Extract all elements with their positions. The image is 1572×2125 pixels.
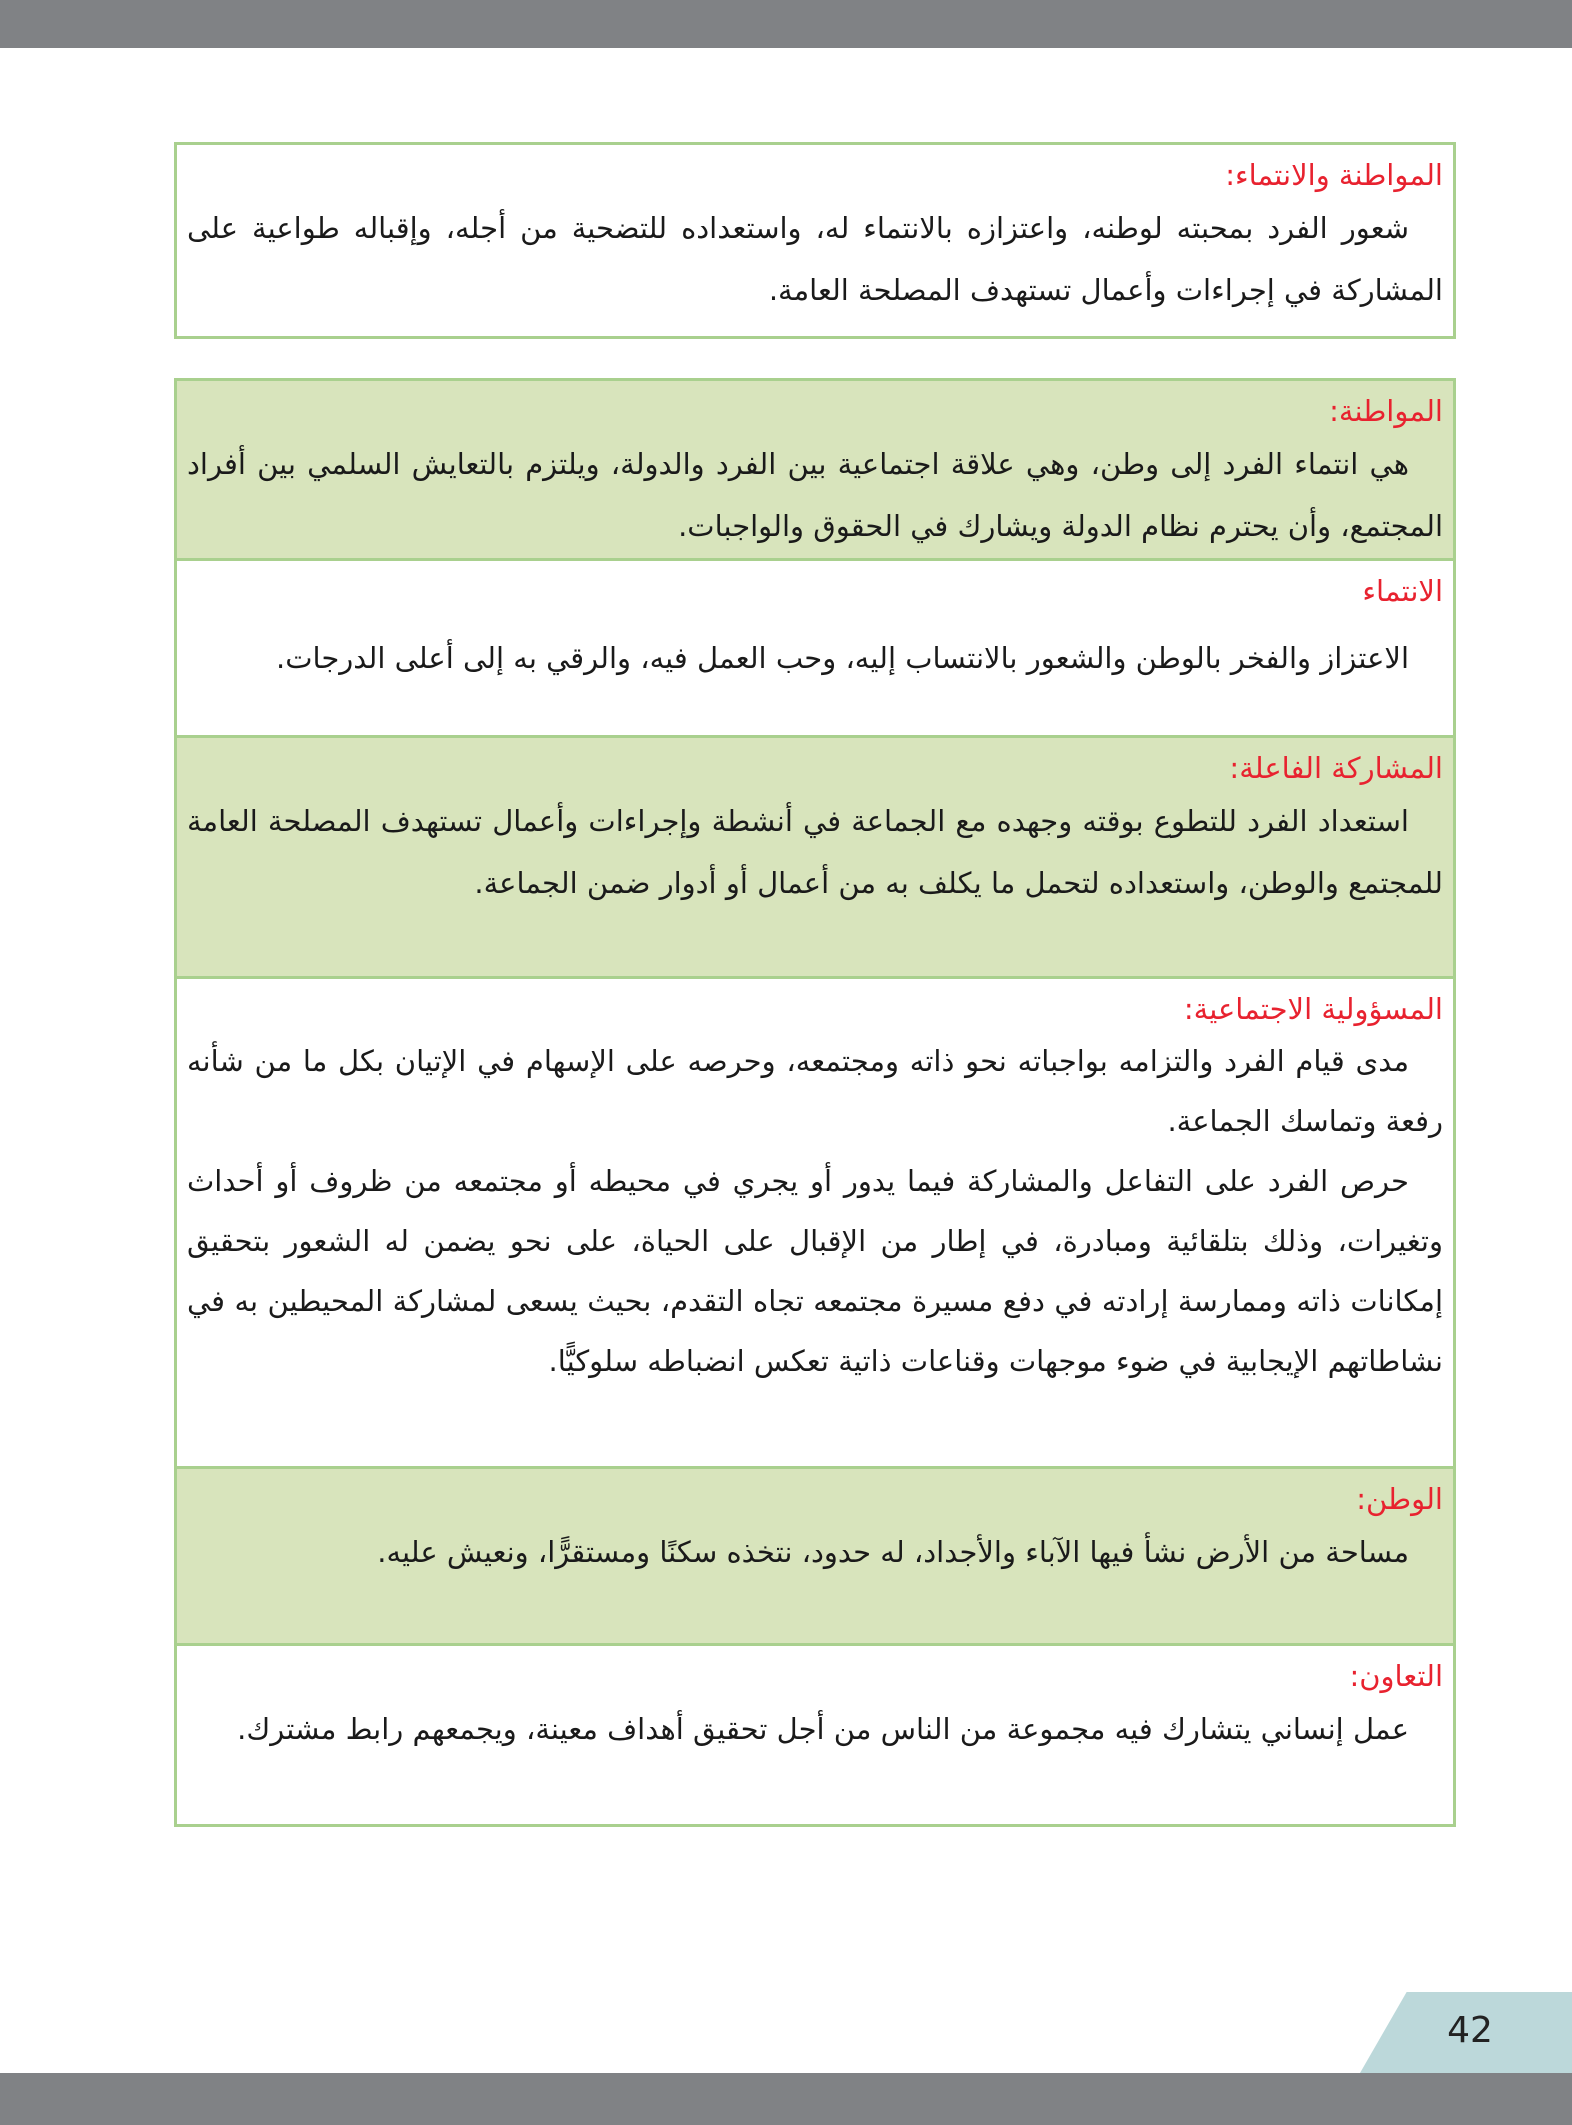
top-bar <box>0 0 1572 48</box>
section-paragraph: حرص الفرد على التفاعل والمشاركة فيما يدور أو يجري في محيطه أو مجتمعه من ظروف أو أحداث وتغيرات، وذلك بتلقائية ومبادرة، في إطار من الإقبال على الحياة، على نحو يضمن له الشعور بتحقيق إمكانات ذاته وممارسة إرادته في دفع مسيرة مجتمعه تجاه التقدم، بحيث يسعى لمشاركة المحيطين به في نشاطاتهم الإيجابية في ضوء موجهات وقناعات ذاتية تعكس انضباطه سلوكيًّا. <box>187 1164 1443 1378</box>
section-title: التعاون: <box>1349 1659 1443 1693</box>
definition-box-active-participation <box>174 735 1456 979</box>
definition-box-belonging <box>174 558 1456 738</box>
section-paragraph: مدى قيام الفرد والتزامه بواجباته نحو ذاته ومجتمعه، وحرصه على الإسهام في الإتيان بكل ما من شأنه رفعة وتماسك الجماعة. <box>187 1044 1443 1138</box>
section-paragraph: مساحة من الأرض نشأ فيها الآباء والأجداد، له حدود، نتخذه سكنًا ومستقرًّا، ونعيش عليه. <box>377 1535 1409 1569</box>
bottom-bar <box>0 2073 1572 2125</box>
definition-box-cooperation <box>174 1643 1456 1827</box>
section-paragraph: عمل إنساني يتشارك فيه مجموعة من الناس من أجل تحقيق أهداف معينة، ويجمعهم رابط مشترك. <box>237 1712 1409 1746</box>
definition-box-citizenship <box>174 378 1456 561</box>
section-paragraph: استعداد الفرد للتطوع بوقته وجهده مع الجماعة في أنشطة وإجراءات وأعمال تستهدف المصلحة العامة للمجتمع والوطن، واستعداده لتحمل ما يكلف به من أعمال أو أدوار ضمن الجماعة. <box>187 804 1443 900</box>
section-title: المسؤولية الاجتماعية: <box>1183 992 1443 1026</box>
section-paragraph: الاعتزاز والفخر بالوطن والشعور بالانتساب إليه، وحب العمل فيه، والرقي به إلى أعلى الدرجات. <box>276 641 1409 675</box>
section-title: المواطنة والانتماء: <box>1225 158 1443 192</box>
definition-box-homeland <box>174 1466 1456 1646</box>
section-paragraph: شعور الفرد بمحبته لوطنه، واعتزازه بالانتماء له، واستعداده للتضحية من أجله، وإقباله طواعية على المشاركة في إجراءات وأعمال تستهدف المصلحة العامة. <box>187 211 1443 307</box>
section-paragraph: هي انتماء الفرد إلى وطن، وهي علاقة اجتماعية بين الفرد والدولة، ويلتزم بالتعايش السلمي بين أفراد المجتمع، وأن يحترم نظام الدولة ويشارك في الحقوق والواجبات. <box>187 447 1443 543</box>
definition-box-citizenship-belonging <box>174 142 1456 339</box>
section-title: المشاركة الفاعلة: <box>1229 751 1443 785</box>
section-title: المواطنة: <box>1329 394 1443 428</box>
section-title: الوطن: <box>1356 1482 1443 1516</box>
page-number: 42 <box>1447 2010 1493 2051</box>
section-title: الانتماء <box>1362 574 1443 608</box>
definition-box-social-responsibility <box>174 976 1456 1469</box>
